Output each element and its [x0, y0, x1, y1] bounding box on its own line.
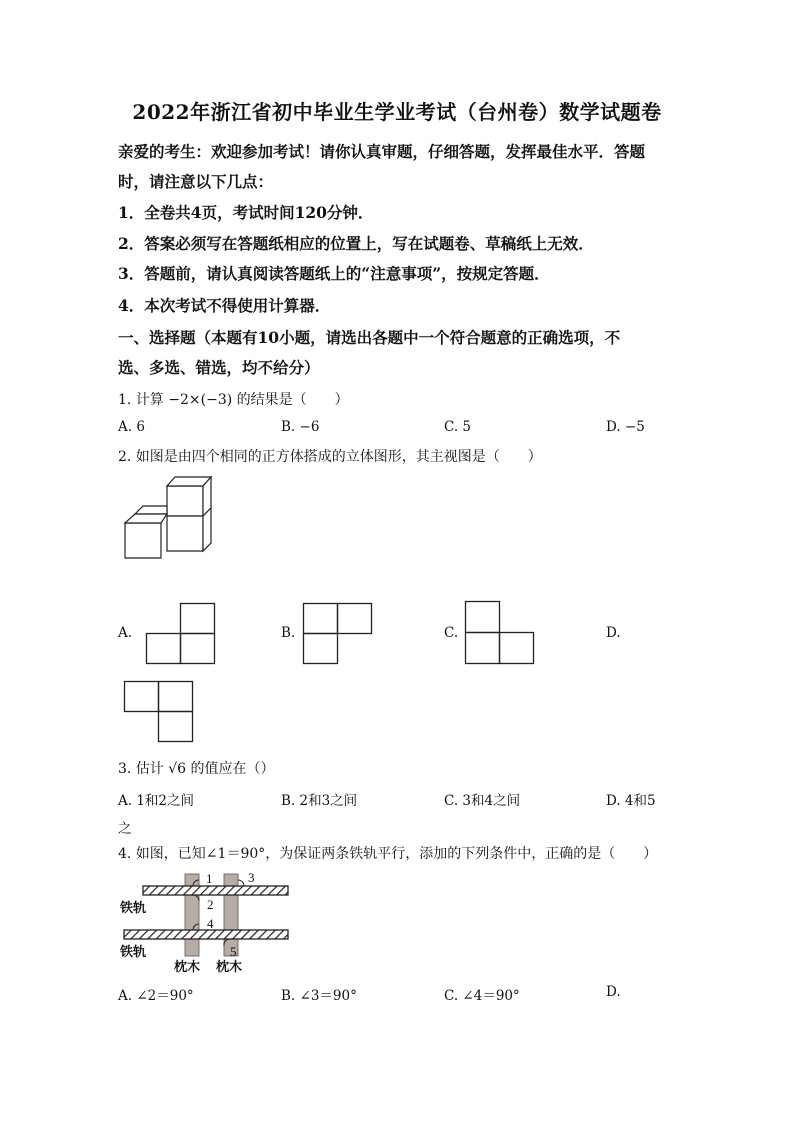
q3-option-b: B. 2和3之间 [281, 793, 358, 809]
q2-option-c: C. [444, 625, 459, 641]
question-4-stem: 4. 如图，已知∠1＝90°，为保证两条铁轨平行，添加的下列条件中，正确的是（ ） [118, 846, 658, 862]
intro-line-2: 时，请注意以下几点： [118, 172, 274, 191]
cube-stack-figure [118, 470, 218, 560]
question-3-stem: 3. 估计 √6 的值应在（） [118, 761, 275, 777]
q3-option-a: A. 1和2之间 [118, 793, 195, 809]
rail-label-upper: 铁轨 [120, 901, 147, 916]
q4-option-c: C. ∠4＝90° [444, 988, 520, 1004]
page-title: 2022年浙江省初中毕业生学业考试（台州卷）数学试题卷 [132, 100, 662, 124]
angle-4-label: 4 [207, 916, 214, 931]
rail-label-lower: 铁轨 [120, 945, 147, 960]
angle-1-label: 1 [206, 871, 213, 886]
q4-option-d: D. [606, 984, 621, 1000]
railway-figure [118, 866, 298, 978]
q1-option-d: D. −5 [606, 419, 645, 435]
q4-option-a: A. ∠2＝90° [118, 988, 194, 1004]
note-4: 4．本次考试不得使用计算器． [118, 296, 331, 315]
angle-5-label: 5 [230, 944, 237, 959]
q1-option-a: A. 6 [118, 419, 145, 435]
section-heading-line-2: 选、多选、错选，均不给分） [118, 358, 320, 377]
q2-option-a: A. [118, 625, 133, 641]
section-heading-line-1: 一、选择题（本题有10小题，请选出各题中一个符合题意的正确选项，不 [118, 328, 621, 347]
tie-label-left: 枕木 [174, 960, 201, 975]
q2-option-d: D. [606, 625, 621, 641]
angle-2-label: 2 [207, 897, 214, 912]
q1-option-b: B. −6 [281, 419, 320, 435]
angle-3-label: 3 [248, 870, 255, 885]
note-1: 1．全卷共4页，考试时间120分钟． [118, 203, 374, 222]
q3-option-d-wrap: 之 [118, 821, 132, 837]
q3-option-d: D. 4和5 [606, 793, 656, 809]
tie-label-right: 枕木 [216, 960, 243, 975]
question-1-stem: 1. 计算 −2×(−3) 的结果是（ ） [118, 392, 349, 408]
q4-option-b: B. ∠3＝90° [281, 988, 357, 1004]
note-2: 2．答案必须写在答题纸相应的位置上，写在试题卷、草稿纸上无效． [118, 234, 594, 253]
question-2-stem: 2. 如图是由四个相同的正方体搭成的立体图形，其主视图是（ ） [118, 449, 542, 465]
q2-option-a-view [146, 603, 216, 665]
q2-option-d-view [124, 681, 194, 743]
q2-option-c-view [465, 601, 535, 665]
note-3: 3．答题前，请认真阅读答题纸上的“注意事项”，按规定答题． [118, 264, 550, 283]
q1-option-c: C. 5 [444, 419, 472, 435]
q3-option-c: C. 3和4之间 [444, 793, 521, 809]
intro-line-1: 亲爱的考生：欢迎参加考试！请你认真审题，仔细答题，发挥最佳水平．答题 [118, 142, 646, 161]
q2-option-b-view [303, 603, 373, 665]
q2-option-b: B. [281, 625, 296, 641]
